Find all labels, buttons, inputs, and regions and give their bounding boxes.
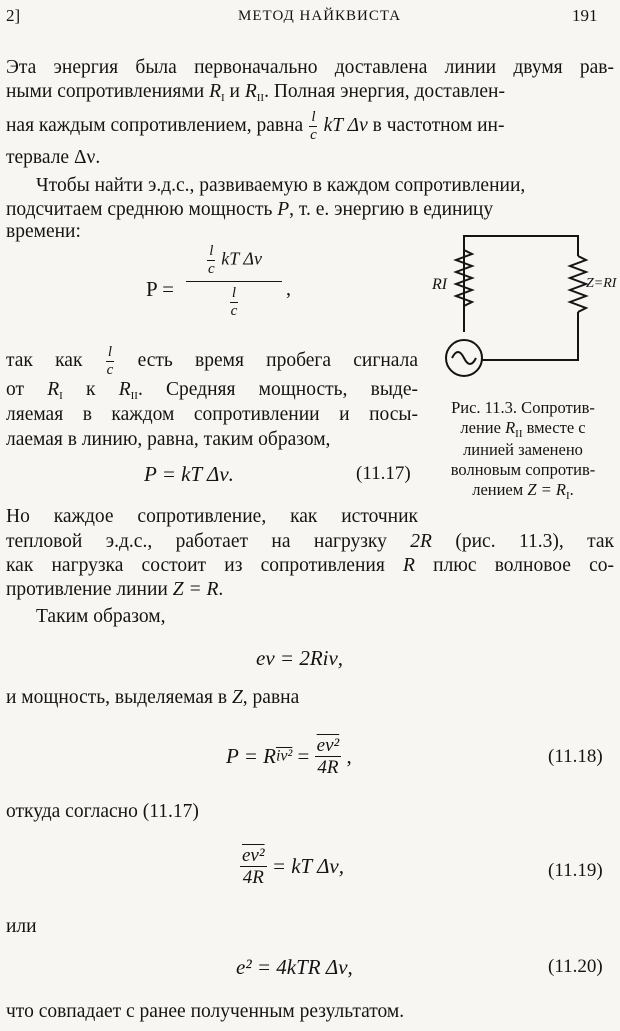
- eq-number-11-20: (11.20): [548, 956, 603, 977]
- figure-caption-line5: лением $Z = R_I$.: [472, 480, 574, 502]
- para7-line1: или: [6, 916, 37, 937]
- para6-line1: откуда согласно (11.17): [6, 801, 199, 822]
- section-number: 2]: [6, 6, 21, 25]
- para4-line4: противление линии Z = R.: [6, 579, 224, 600]
- para2-line1: Чтобы найти э.д.с., развиваемую в каждом сопротивлении,: [36, 175, 526, 196]
- para4-line3: как нагрузка состоит из сопротивления R плюс волновое со-: [6, 555, 615, 576]
- figure-caption-line2: ление $R_{II}$ вместе с: [460, 418, 586, 440]
- figure-caption-line1: Рис. 11.3. Сопротив-: [451, 398, 595, 417]
- para4-line2: тепловой э.д.с., работает на нагрузку 2R (рис. 11.3), так: [6, 531, 615, 552]
- eq-11-20: e² = 4kTR Δν,: [236, 955, 353, 979]
- fraction-l-over-c: $\frac{l}{c}$: [310, 109, 317, 143]
- page-number: 191: [572, 6, 598, 25]
- eq-number-11-18: (11.18): [548, 746, 603, 767]
- eq-number-11-17: (11.17): [356, 463, 411, 484]
- eq-power-fraction-lhs: P =: [146, 277, 174, 301]
- para3-line3: ляемая в каждом сопротивлении и посы-: [6, 404, 418, 425]
- comma: ,: [286, 278, 291, 300]
- para5-line1: и мощность, выделяемая в Z, равна: [6, 687, 300, 708]
- para3-line4: лаемая в линию, равна, таким образом,: [6, 429, 331, 450]
- figure-caption-line4: волновым сопротив-: [450, 460, 596, 479]
- para1-line3: ная каждым сопротивлением, равна $\frac{l}{c}$ kT Δν в частотном ин-: [6, 109, 505, 143]
- para4-line1: Но каждое сопротивление, как источник: [6, 506, 418, 527]
- eq-11-19: $\frac{\text{eν²}}{4R}$ = kT Δν,: [242, 845, 344, 888]
- eq-emf: eν = 2Riν,: [256, 646, 344, 670]
- running-title: МЕТОД НАЙКВИСТА: [238, 8, 402, 24]
- eq-11-18: P = Riν² = $\frac{\text{eν²}}{4R}$ ,: [226, 735, 352, 778]
- para1-line2: ными сопротивлениями $R_I$ и $R_{II}$. Полная энергия, доставлен-: [6, 81, 505, 104]
- circuit-diagram: [420, 228, 610, 390]
- figure-label-ri: RI: [432, 276, 448, 293]
- para2-line3: времени:: [6, 221, 81, 242]
- para2-line2: подсчитаем среднюю мощность P, т. е. энергию в единицу: [6, 199, 494, 220]
- figure-caption-line3: линией заменено: [463, 440, 583, 459]
- figure-label-z: Z=RI: [586, 276, 617, 291]
- para3-line1: так как $\frac{l}{c}$ есть время пробега сигнала: [6, 344, 419, 378]
- para3-line2: от $R_I$ к $R_{II}$. Средняя мощность, выде-: [6, 379, 418, 402]
- para1-line4: тервале Δν.: [6, 147, 101, 168]
- para4-line5: Таким образом,: [36, 606, 166, 627]
- eq-power-fraction: $\frac{l}{c}$ kT Δν $\frac{l}{c}$: [186, 244, 282, 319]
- eq-number-11-19: (11.19): [548, 860, 603, 881]
- para1-line1: Эта энергия была первоначально доставлена линии двумя рав-: [6, 57, 614, 78]
- para8-line1: что совпадает с ранее полученным результатом.: [6, 1001, 405, 1022]
- eq-11-17: P = kT Δν.: [144, 462, 234, 486]
